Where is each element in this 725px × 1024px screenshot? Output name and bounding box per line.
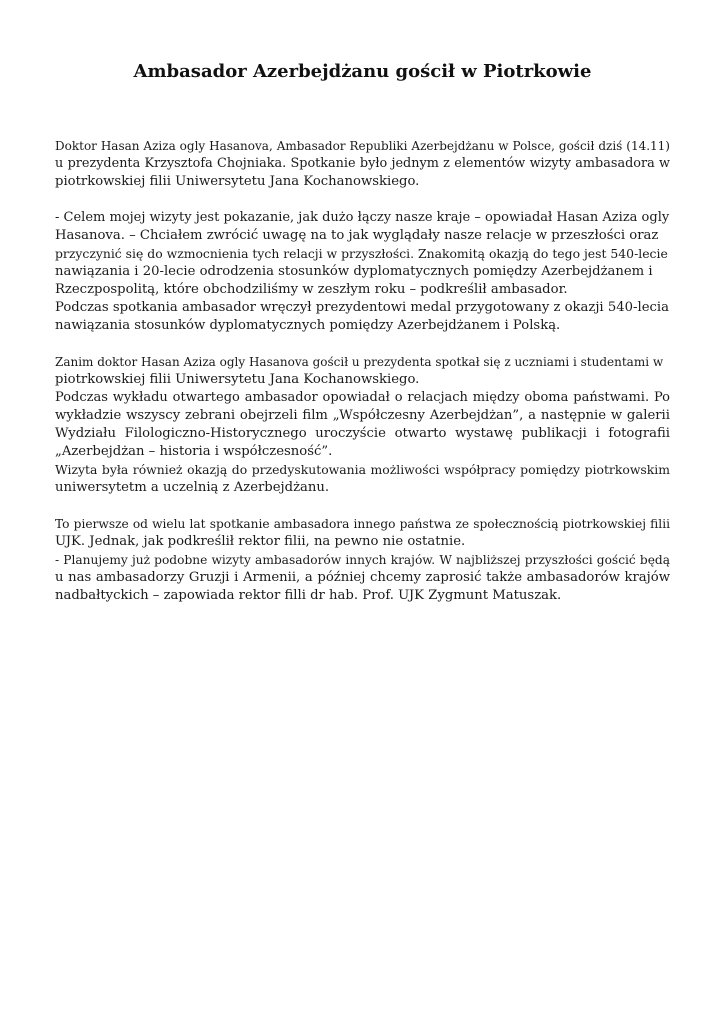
article-paragraph — [55, 137, 670, 191]
paragraph-line: nadbałtyckich – zapowiada rektor filli dr hab. Prof. UJK Zygmunt Matuszak. — [55, 588, 562, 603]
paragraph-line: UJK. Jednak, jak podkreślił rektor filii, na pewno nie ostatnie. — [55, 534, 466, 549]
article-body — [55, 137, 670, 623]
paragraph-line: piotrkowskiej filii Uniwersytetu Jana Kochanowskiego. — [55, 174, 420, 189]
article-paragraph — [55, 353, 670, 497]
paragraph-line: u prezydenta Krzysztofa Chojniaka. Spotkanie było jednym z elementów wizyty ambasadora w — [55, 156, 670, 171]
paragraph-line: „Azerbejdżan – historia i współczesność”. — [55, 444, 333, 459]
article-title: Ambasador Azerbejdżanu gościł w Piotrkowie — [133, 61, 592, 82]
paragraph-line: Hasanova. – Chciałem zwrócić uwagę na to jak wyglądały nasze relacje w przeszłości oraz — [55, 228, 659, 243]
article-paragraph — [55, 515, 670, 605]
paragraph-line: Rzeczpospolitą, które obchodziliśmy w zeszłym roku – podkreślił ambasador. — [55, 282, 568, 297]
paragraph-line: przyczynić się do wzmocnienia tych relacji w przyszłości. Znakomitą okazją do tego jest 540-lecie — [55, 246, 668, 261]
paragraph-line: Wizyta była również okazją do przedyskutowania możliwości współpracy pomiędzy piotrkowskim — [55, 462, 670, 477]
paragraph-line: uniwersytetm a uczelnią z Azerbejdżanu. — [55, 480, 330, 495]
paragraph-line: Podczas wykładu otwartego ambasador opowiadał o relacjach między oboma państwami. Po — [55, 390, 670, 405]
paragraph-line: - Celem mojej wizyty jest pokazanie, jak dużo łączy nasze kraje – opowiadał Hasan Aziza ogly — [55, 210, 670, 225]
paragraph-line: wykładzie wszyscy zebrani obejrzeli film „Współczesny Azerbejdżan”, a następnie w galerii — [55, 408, 670, 423]
paragraph-line: Doktor Hasan Aziza ogly Hasanova, Ambasador Republiki Azerbejdżanu w Polsce, gościł dziś (14.11) — [55, 139, 670, 153]
paragraph-line: To pierwsze od wielu lat spotkanie ambasadora innego państwa ze społecznością piotrkowskiej filii — [55, 517, 670, 531]
paragraph-line: Podczas spotkania ambasador wręczył prezydentowi medal przygotowany z okazji 540-lecia — [55, 300, 669, 315]
paragraph-line: - Planujemy już podobne wizyty ambasadorów innych krajów. W najbliższej przyszłości gościć będą — [55, 553, 670, 567]
paragraph-line: piotrkowskiej filii Uniwersytetu Jana Kochanowskiego. — [55, 372, 420, 387]
paragraph-line: u nas ambasadorzy Gruzji i Armenii, a później chcemy zaprosić także ambasadorów krajów — [55, 570, 670, 585]
paragraph-line: nawiązania i 20-lecie odrodzenia stosunków dyplomatycznych pomiędzy Azerbejdżanem i — [55, 264, 653, 279]
paragraph-line: nawiązania stosunków dyplomatycznych pomiędzy Azerbejdżanem i Polską. — [55, 318, 561, 333]
article-paragraph — [55, 209, 670, 335]
paragraph-line: Zanim doktor Hasan Aziza ogly Hasanova gościł u prezydenta spotkał się z uczniami i studentami w — [55, 355, 664, 369]
paragraph-line: Wydziału Filologiczno-Historycznego uroczyście otwarto wystawę publikacji i fotografii — [55, 426, 670, 441]
